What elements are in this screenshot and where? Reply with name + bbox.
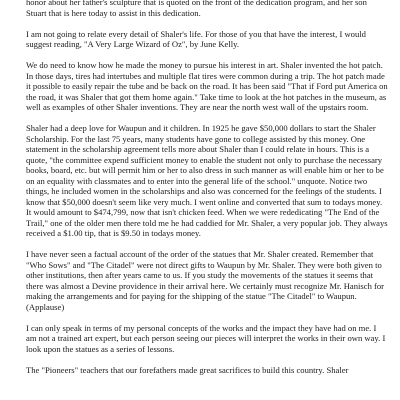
paragraph-hot-patch: We do need to know how he made the money to pursue his interest in art. Shaler invented the hot patch. In those days, tires had intertubes and multiple flat tires were common during a trip. The hot patch made it possible to easily repair the tube and be back on the road. It has been said "That if Ford put America on the road, it was Shaler that got them home again." Take time to look at the hot patches in the museum, as well as examples of other Shaler inventions. They are near the north west wall of the upstairs room. — [26, 60, 388, 112]
paragraph-scholarship: Shaler had a deep love for Waupun and it children. In 1925 he gave $50,000 dollars to start the Shaler Scholarship. For the last 75 years, many students have gone to college assisted by this money. One statement in the scholarship agreement tells more about Shaler than I could relate in hours. This is a quote, "the committee expend sufficient money to enable the student not only to purchase the necessary books, board, etc. but will permit him or her to also dress in such manner as will enable him or her to be on an equality with classmates and to enter into the general life of the school." unquote. Notice two things, he included women in the scholarships and also was concerned for the feelings of the students. I know that $50,000 doesn't seem like very much. I went online and converted that sum to todays money. It would amount to $474,799, now that isn't chicken feed. When we were rededicating "The End of the Trail," one of the older men there told me he had caddied for Mr. Shaler, a very popular job. They always received a $1.00 tip, that is $9.50 in todays money. — [26, 123, 388, 238]
paragraph-pioneers: The "Pioneers" teachers that our forefathers made great sacrifices to build this country. Shaler — [26, 364, 349, 375]
paragraph-personal-concepts: I can only speak in terms of my personal concepts of the works and the impact they have had on me. I am not a trained art expert, but each person seeing our pieces will interpret the works in their own way. I look upon the statues as a series of lessons. — [26, 322, 386, 354]
paragraph-statue-order: I have never seen a factual account of the order of the statues that Mr. Shaler created. Remember that "Who Sows" and "The Citadel" were not direct gifts to Waupun by Mr. Shaler. They were both given to other institutions, then after years came to us. If you study the movements of the statues it seems that there was almost a Devine providence in their arrival here. We certainly must recognize Mr. Hanisch for making the arrangements and for paying for the shipping of the statue "The Citadel" to Waupun. (Applause) — [26, 249, 385, 312]
paragraph-reading-suggestion: I am not going to relate every detail of Shaler's life. For those of you that have the interest, I would suggest reading, "A Very Large Wizard of Oz", by June Kelly. — [26, 28, 366, 49]
document-body — [26, 0, 388, 386]
paragraph-dedication-thanks: honor about her father's sculpture that is quoted on the front of the dedication program, and her son Stuart that is here today to assist in this dedication. — [26, 0, 367, 18]
